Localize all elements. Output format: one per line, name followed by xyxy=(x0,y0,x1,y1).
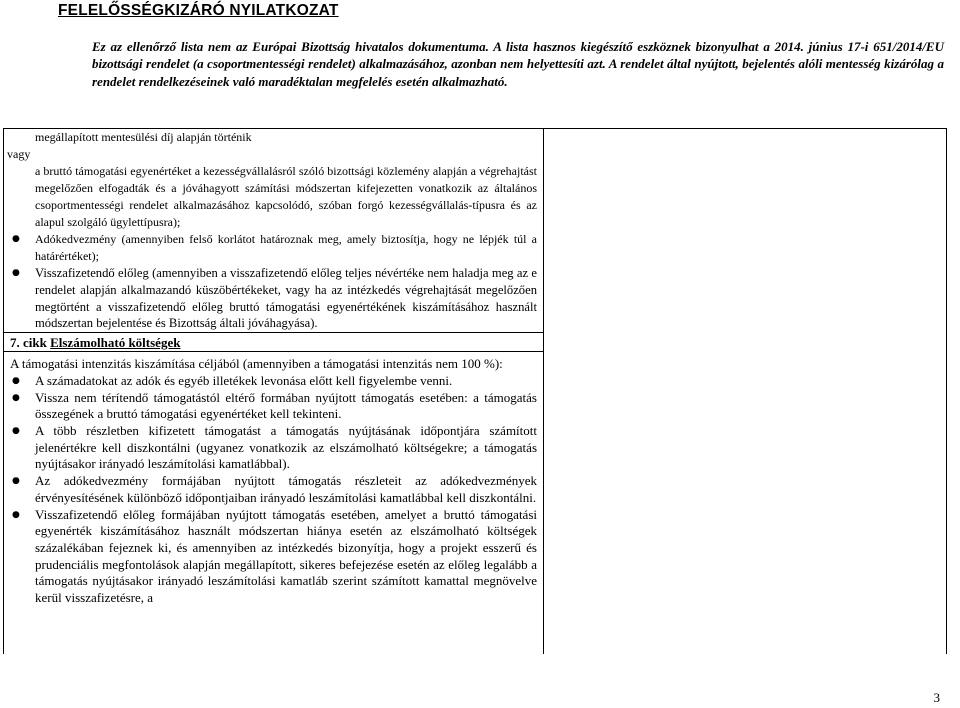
section-number: 7. cikk xyxy=(10,335,47,351)
checklist-table xyxy=(3,128,947,654)
vagy-label: vagy xyxy=(7,147,31,161)
list-item: ● Adókedvezmény (amennyiben felső korlátot határoznak meg, amely biztosítja, hogy ne lépjék túl a határértéket); xyxy=(10,231,537,265)
upper-block xyxy=(7,129,537,265)
upper-bullet-list xyxy=(10,231,537,265)
section-title: Elszámolható költségek xyxy=(50,335,181,351)
page-title: FELELŐSSÉGKIZÁRÓ NYILATKOZAT xyxy=(58,2,339,19)
upper-bullet-list-2 xyxy=(10,265,537,332)
list-item: ● A számadatokat az adók és egyéb illetékek levonása előtt kell figyelembe venni. xyxy=(10,373,537,390)
section-intro: A támogatási intenzitás kiszámítása céljából (amennyiben a támogatási intenzitás nem 100 %): xyxy=(10,356,503,372)
right-column xyxy=(544,129,946,654)
list-item: ● Vissza nem térítendő támogatástól eltérő formában nyújtott támogatás esetében: a támogatás összegének a bruttó támogatási egyenértéket kell tekinteni. xyxy=(10,390,537,423)
page-number: 3 xyxy=(933,690,940,705)
list-item: ● Visszafizetendő előleg (amennyiben a visszafizetendő előleg teljes névértéke nem haladja meg az e rendelet alapján alkalmazandó küszöbértékeket, vagy ha az intézkedés végrehajtását megelőzően megtörtént a visszafizetendő előleg bruttó támogatási egyenértékének kiszámításához használt módszertan bejelentése és Bizottság általi jóváhagyása). xyxy=(10,265,537,332)
section-bullet-list xyxy=(10,373,537,607)
list-item: ● Visszafizetendő előleg formájában nyújtott támogatás esetében, amelyet a bruttó támogatási egyenérték kiszámításához használt módszertan hiánya esetén az elszámolható költségek százalékában fejeznek ki, és amennyiben az intézkedés bizonyítja, hogy a projekt esszerű és prudenciális megfontolások alapján megállapított, sikeres befejezése esetén az előleg legalább a támogatás nyújtásakor irányadó leszámítolási kamatláb szerint számított kamattal megnövelve kerül visszafizetésre, a xyxy=(10,507,537,607)
continuation-line: megállapított mentesülési díj alapján történik xyxy=(35,130,252,144)
list-item: ● A több részletben kifizetett támogatást a támogatás nyújtásának időpontjára számított jelenértékre kell diszkontálni (ugyanez vonatkozik az elszámolható költségekre; a támogatás nyújtásakor irányadó leszámítolási kamatlábbal). xyxy=(10,423,537,473)
upper-block-2 xyxy=(10,265,537,332)
section-heading xyxy=(4,332,543,352)
disclaimer-text: Ez az ellenőrző lista nem az Európai Bizottság hivatalos dokumentuma. A lista hasznos kiegészítő eszköznek bizonyulhat a 2014. június 17-i 651/2014/EU bizottsági rendelet (a csoportmentességi rendelet) alkalmazásához, azonban nem helyettesíti azt. A rendelet által nyújtott, bejelentés alóli mentesség kizárólag a rendelet rendelkezéseinek való maradéktalan megfelelés esetén alkalmazható. xyxy=(92,39,944,89)
left-column xyxy=(4,129,544,654)
guarantee-paragraph: a bruttó támogatási egyenértéket a kezességvállalásról szóló bizottsági közlemény alapján a végrehajtást megelőzően elfogadták és a jóváhagyott számítási módszertan kifejezetten vonatkozik az általános csoportmentességi rendelet alkalmazásához kapcsolódó, szóban forgó kezességvállalás-típusra és az alapul szolgáló ügylettípusra); xyxy=(35,164,537,229)
list-item: ● Az adókedvezmény formájában nyújtott támogatás részleteit az adókedvezmények érvényesítésének különböző időpontjaiban irányadó leszámítolási kamatlábbal kell diszkontálni. xyxy=(10,473,537,506)
